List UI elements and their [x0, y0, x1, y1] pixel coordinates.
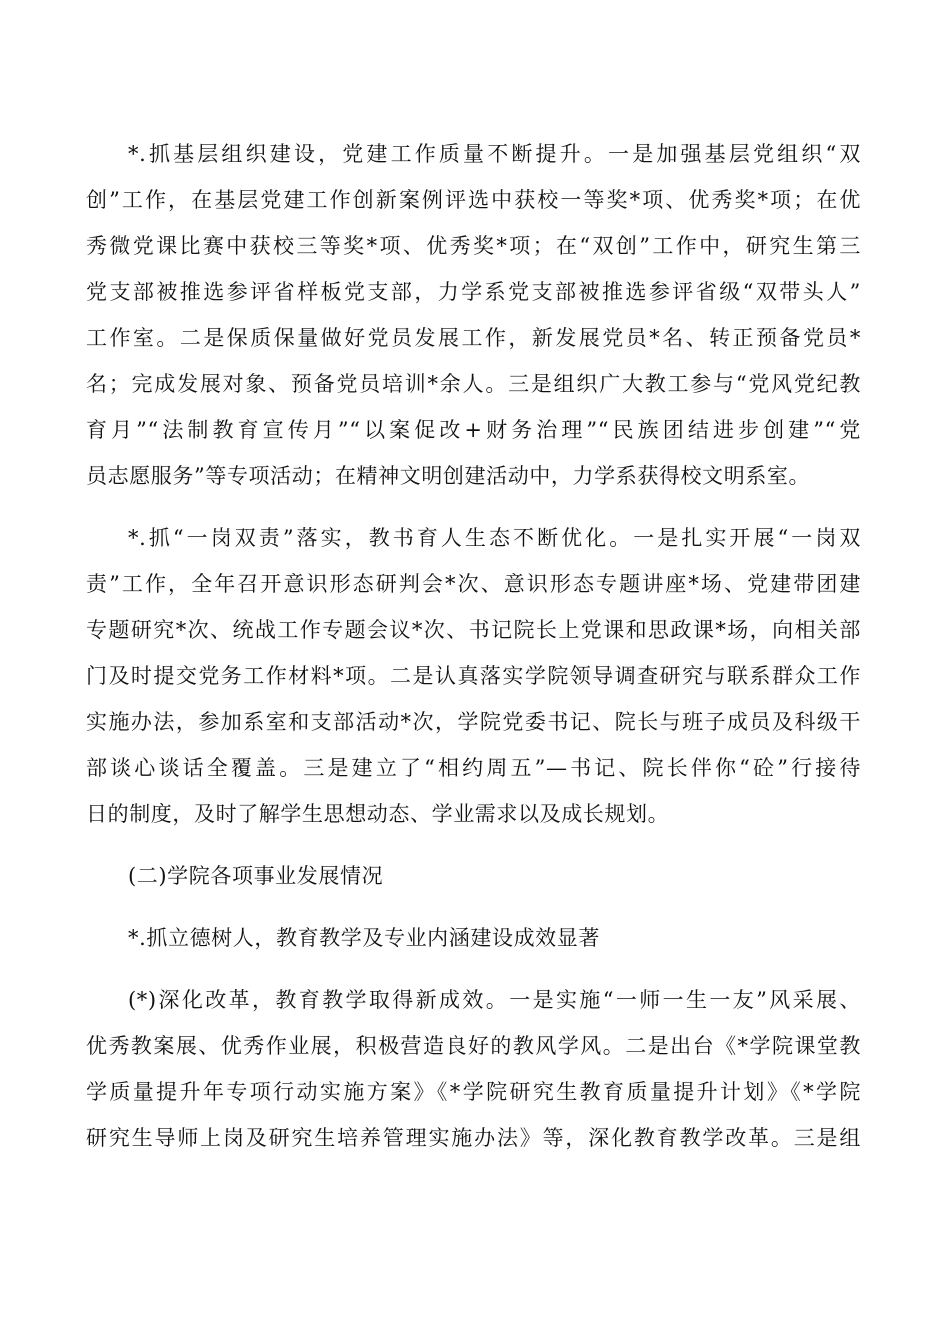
text-line: 名；完成发展对象、预备党员培训*余人。三是组织广大教工参与“党风党纪教: [86, 372, 861, 396]
text-line: 工作室。二是保质保量做好党员发展工作，新发展党员*名、转正预备党员*: [86, 326, 861, 350]
text-line: 优秀教案展、优秀作业展，积极营造良好的教风学风。二是出台《*学院课堂教: [86, 1034, 861, 1058]
section-heading: [86, 853, 861, 899]
text-line: 研究生导师上岗及研究生培养管理实施办法》等，深化教育教学改革。三是组: [86, 1126, 861, 1150]
text-line: 育月”“法制教育宣传月”“以案促改+财务治理”“民族团结进步创建”“党: [86, 418, 861, 442]
text-line: 实施办法，参加系室和支部活动*次，学院党委书记、院长与班子成员及科级干: [86, 710, 861, 734]
text-line: 专题研究*次、统战工作专题会议*次、书记院长上党课和思政课*场，向相关部: [86, 618, 861, 642]
paragraph-spacer: [86, 837, 861, 853]
text-line: *.抓基层组织建设，党建工作质量不断提升。一是加强基层党组织“双: [128, 142, 861, 166]
text-line: 责”工作，全年召开意识形态研判会*次、意识形态专题讲座*场、党建带团建: [86, 572, 861, 596]
document-body: [86, 131, 861, 1161]
heading-text: *.抓立德树人，教育教学及专业内涵建设成效显著: [128, 926, 600, 950]
paragraph-one-post-two-duties: [86, 515, 861, 837]
text-line: 门及时提交党务工作材料*项。二是认真落实学院领导调查研究与联系群众工作: [86, 664, 861, 688]
text-line: 学质量提升年专项行动实施方案》《*学院研究生教育质量提升计划》《*学院: [86, 1080, 861, 1104]
paragraph-teaching-reform: [86, 977, 861, 1161]
text-line: 部谈心谈话全覆盖。三是建立了“相约周五”—书记、院长伴你“砼”行接待: [86, 756, 861, 780]
text-line: *.抓“一岗双责”落实，教书育人生态不断优化。一是扎实开展“一岗双: [128, 526, 861, 550]
text-line: 日的制度，及时了解学生思想动态、学业需求以及成长规划。: [86, 802, 670, 826]
paragraph-spacer: [86, 899, 861, 915]
paragraph-spacer: [86, 499, 861, 515]
text-line: 党支部被推选参评省样板党支部，力学系党支部被推选参评省级“双带头人”: [86, 280, 861, 304]
text-line: 秀微党课比赛中获校三等奖*项、优秀奖*项；在“双创”工作中，研究生第三: [86, 234, 861, 258]
subsection-heading: [86, 915, 861, 961]
text-line: 员志愿服务”等专项活动；在精神文明创建活动中，力学系获得校文明系室。: [86, 464, 811, 488]
paragraph-party-building: [86, 131, 861, 499]
text-line: (*)深化改革，教育教学取得新成效。一是实施“一师一生一友”风采展、: [128, 988, 861, 1012]
paragraph-spacer: [86, 961, 861, 977]
heading-text: (二)学院各项事业发展情况: [128, 864, 384, 888]
text-line: 创”工作，在基层党建工作创新案例评选中获校一等奖*项、优秀奖*项；在优: [86, 188, 861, 212]
